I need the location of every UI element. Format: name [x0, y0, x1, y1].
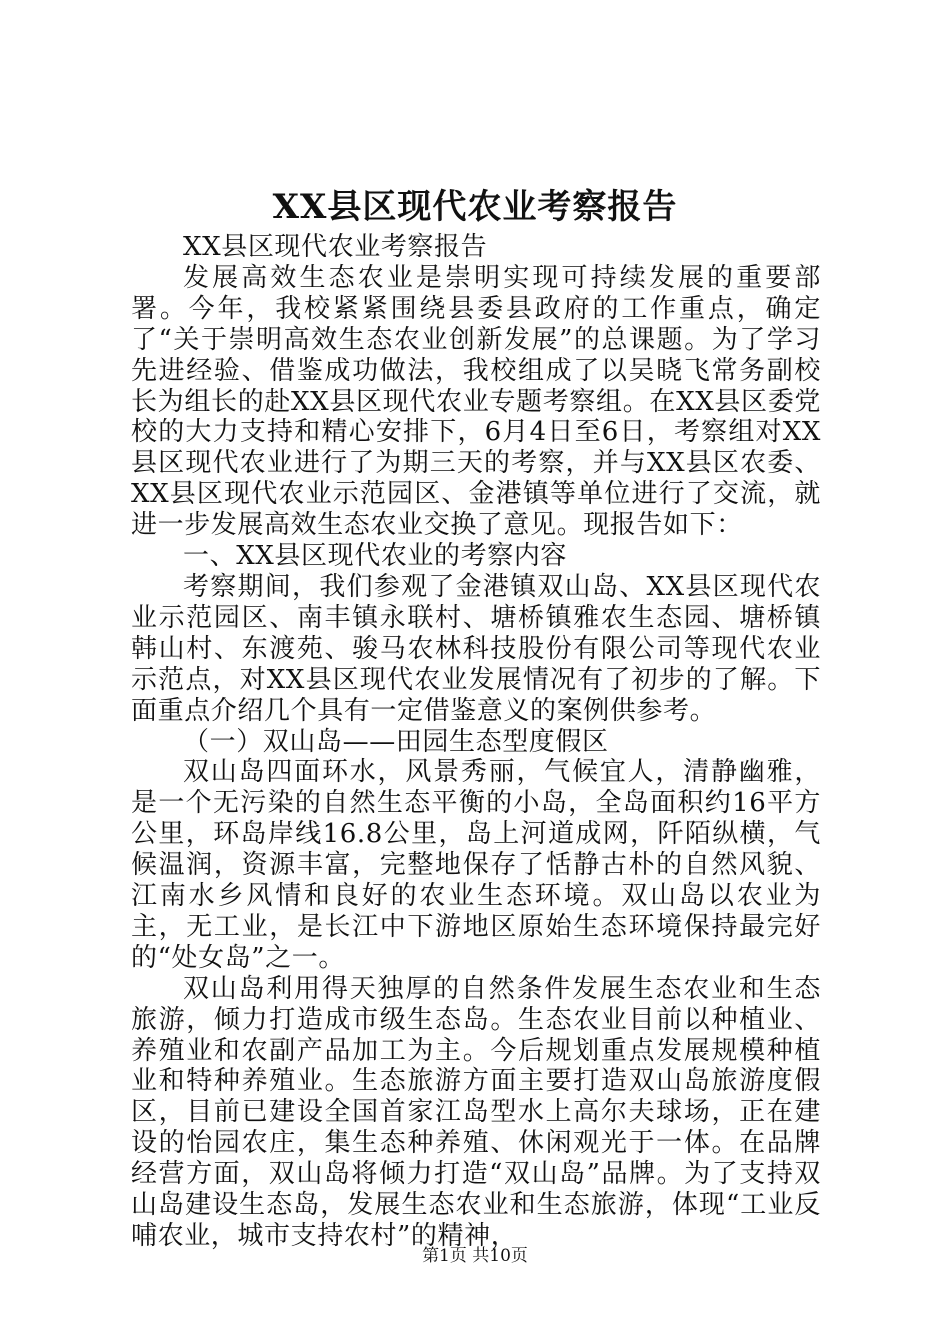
body-paragraph: 双山岛四面环水，风景秀丽，气候宜人，清静幽雅，是一个无污染的自然生态平衡的小岛，全岛面积约16平方公里，环岛岸线16.8公里，岛上河道成网，阡陌纵横，气候温润，资源丰富，完整地保存了恬静古朴的自然风貌、江南水乡风情和良好的农业生态环境。双山岛以农业为主，无工业，是长江中下游地区原始生态环境保持最完好的“处女岛”之一。	[131, 757, 821, 973]
body-paragraph: 双山岛利用得天独厚的自然条件发展生态农业和生态旅游，倾力打造成市级生态岛。生态农业目前以种植业、养殖业和农副产品加工为主。今后规划重点发展规模种植业和特种养殖业。生态旅游方面主要打造双山岛旅游度假区，目前已建设全国首家江岛型水上高尔夫球场，正在建设的怡园农庄，集生态种养殖、休闲观光于一体。在品牌经营方面，双山岛将倾力打造“双山岛”品牌。为了支持双山岛建设生态岛，发展生态农业和生态旅游，体现“工业反哺农业，城市支持农村”的精神，	[131, 973, 821, 1251]
section-heading-1: 一、XX县区现代农业的考察内容	[183, 541, 568, 572]
document-body	[131, 232, 821, 1252]
intro-paragraph: 发展高效生态农业是崇明实现可持续发展的重要部署。今年，我校紧紧围绕县委县政府的工作重点，确定了“关于崇明高效生态农业创新发展”的总课题。为了学习先进经验、借鉴成功做法，我校组成了以吴晓飞常务副校长为组长的赴XX县区现代农业专题考察组。在XX县区委党校的大力支持和精心安排下，6月4日至6日，考察组对XX县区现代农业进行了为期三天的考察，并与XX县区农委、XX县区现代农业示范园区、金港镇等单位进行了交流，就进一步发展高效生态农业交换了意见。现报告如下：	[131, 262, 821, 541]
subsection-heading-1: （一）双山岛——田园生态型度假区	[183, 726, 609, 757]
page-number-footer: 第1页 共10页	[422, 1246, 528, 1266]
document-title: XX县区现代农业考察报告	[272, 187, 678, 227]
body-paragraph: 考察期间，我们参观了金港镇双山岛、XX县区现代农业示范园区、南丰镇永联村、塘桥镇雅农生态园、塘桥镇韩山村、东渡苑、骏马农林科技股份有限公司等现代农业示范点，对XX县区现代农业发展情况有了初步的了解。下面重点介绍几个具有一定借鉴意义的案例供参考。	[131, 571, 821, 726]
subtitle-paragraph: XX县区现代农业考察报告	[183, 232, 488, 262]
